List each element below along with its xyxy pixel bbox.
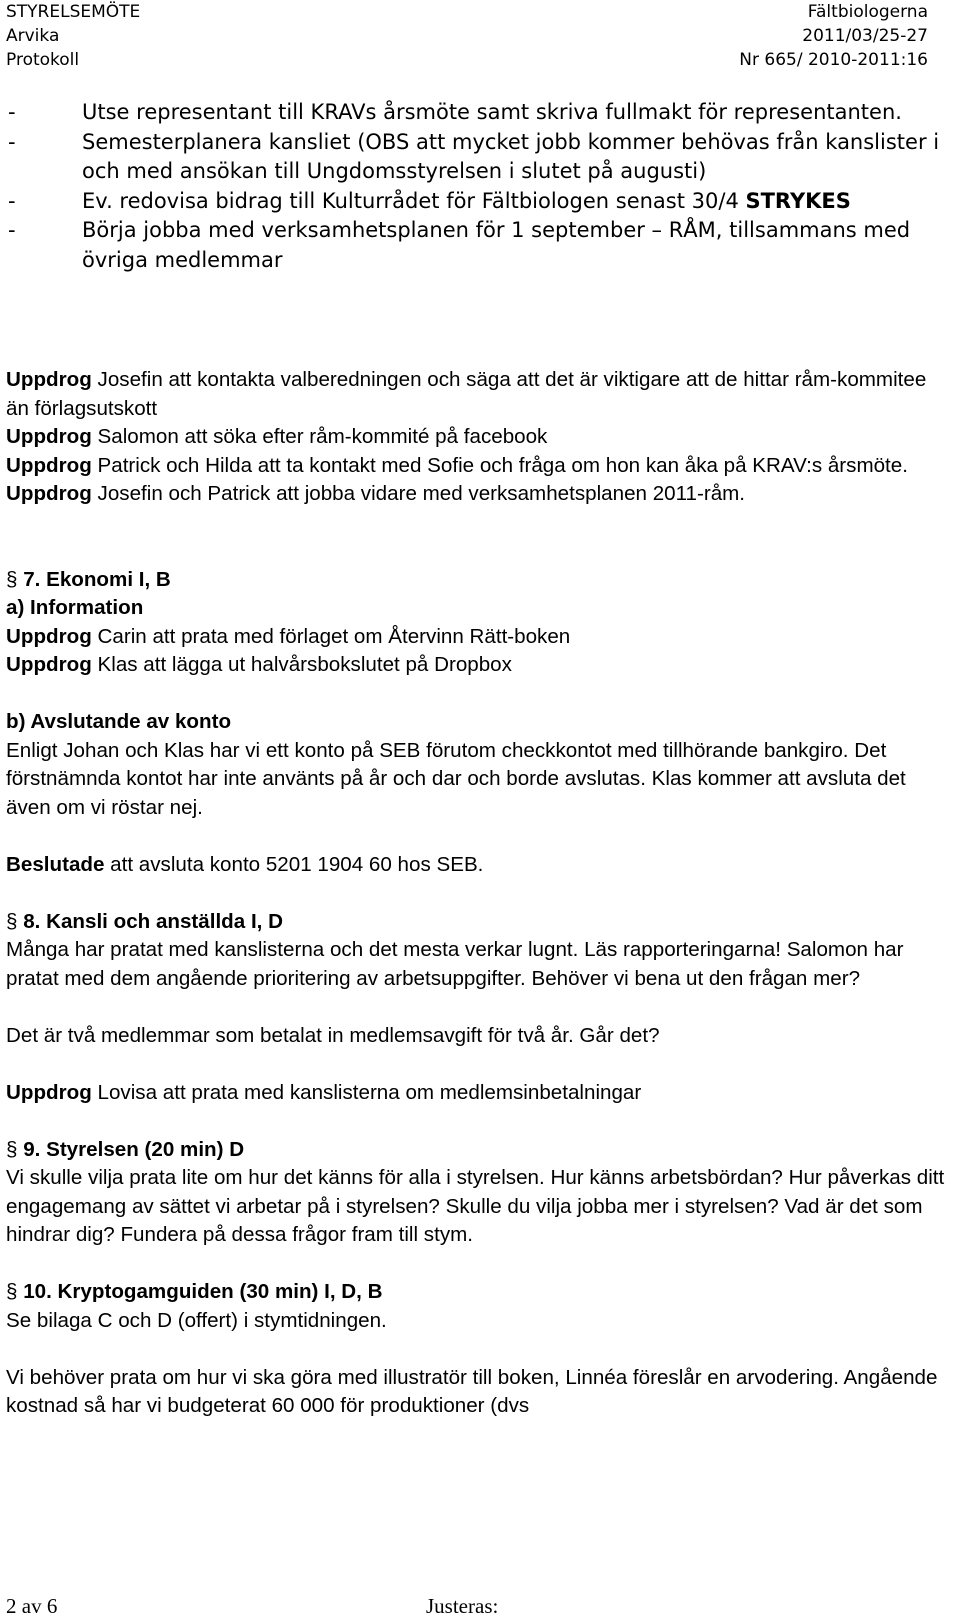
subsection-a-heading: a) Information <box>6 596 144 619</box>
header-doc-type: Protokoll <box>6 50 80 70</box>
header-doc-number: Nr 665/ 2010-2011:16 <box>739 50 928 70</box>
list-item-text: Utse representant till KRAVs årsmöte samt skriva fullmakt för representanten. <box>82 100 902 124</box>
list-item-text: Ev. redovisa bidrag till Kulturrådet för Fältbiologen senast 30/4 <box>82 188 746 213</box>
task-paragraph <box>6 423 952 452</box>
header-organization: Fältbiologerna <box>807 2 928 22</box>
list-item-text: Semesterplanera kansliet (OBS att mycket jobb kommer behövas från kanslister i och med ansökan till Ungdomsstyrelsen i slutet på augusti) <box>82 129 940 183</box>
task-text: Carin att prata med förlaget om Återvinn Rätt-boken <box>91 624 571 648</box>
list-item-strong: STRYKES <box>745 188 851 213</box>
section-symbol: § <box>6 1137 18 1161</box>
list-dash: - <box>8 129 16 154</box>
subsection-b-heading: b) Avslutande av konto <box>6 710 232 733</box>
list-item-text: Börja jobba med verksamhetsplanen för 1 september – RÅM, tillsammans med övriga medlemmar <box>82 218 911 272</box>
header-right <box>739 0 928 72</box>
section-title: 7. Ekonomi I, B <box>17 567 171 591</box>
body-paragraph: Enligt Johan och Klas har vi ett konto på SEB förutom checkkontot med tillhörande bankgiro. Det förstnämnda kontot har inte använts på år och dar och borde avslutas. Klas kommer att avsluta det även om vi röstar nej. <box>6 738 906 819</box>
task-label: Uppdrog <box>6 453 92 477</box>
header-location: Arvika <box>6 26 60 46</box>
task-list <box>8 98 948 275</box>
decision-paragraph <box>6 851 952 880</box>
task-text: Josefin att kontakta valberedningen och säga att det är viktigare att de hittar råm-kommitee än förlagsutskott <box>6 368 927 420</box>
list-dash: - <box>8 188 16 213</box>
task-paragraph <box>6 480 952 509</box>
section-title: 10. Kryptogamguiden (30 min) I, D, B <box>17 1280 383 1303</box>
header-left <box>6 0 140 72</box>
body-paragraph: Vi behöver prata om hur vi ska göra med illustratör till boken, Linnéa föreslår en arvodering. Angående kostnad så har vi budgeterat 60 000 för produktioner (dvs <box>6 1365 938 1417</box>
section-symbol: § <box>6 909 18 933</box>
task-label: Uppdrog <box>6 425 92 448</box>
task-paragraph <box>6 452 952 481</box>
list-dash: - <box>8 100 16 124</box>
decision-text: att avsluta konto 5201 1904 60 hos SEB. <box>104 852 484 876</box>
section-10-heading <box>6 1278 952 1307</box>
body-paragraph: Vi skulle vilja prata lite om hur det känns för alla i styrelsen. Hur känns arbetsbördan? Hur påverkas ditt engagemang av sättet vi arbetar på i styrelsen? Skulle du vilja jobba mer i styrelsen? Vad är det som hindrar dig? Fundera på dessa frågor fram till stym. <box>6 1166 945 1246</box>
section-title: 8. Kansli och anställda I, D <box>17 909 283 933</box>
body-paragraph: Många har pratat med kanslisterna och det mesta verkar lugnt. Läs rapporteringarna! Salomon har pratat med dem angående prioritering av arbetsuppgifter. Behöver vi bena ut den frågan mer? <box>6 938 904 990</box>
section-title: 9. Styrelsen (20 min) D <box>17 1137 245 1161</box>
task-label: Uppdrog <box>6 368 92 391</box>
section-8-heading <box>6 908 952 937</box>
task-label: Uppdrog <box>6 653 92 676</box>
task-paragraph <box>6 623 952 652</box>
list-item <box>8 216 948 275</box>
page-number: 2 av 6 <box>6 1594 58 1618</box>
task-text: Lovisa att prata med kanslisterna om medlemsinbetalningar <box>91 1080 642 1104</box>
list-item <box>8 128 948 187</box>
header-date: 2011/03/25-27 <box>802 26 928 46</box>
section-7-heading <box>6 566 952 595</box>
task-label: Uppdrog <box>6 1080 92 1104</box>
task-paragraph <box>6 366 952 423</box>
list-item <box>8 98 948 128</box>
task-text: Patrick och Hilda att ta kontakt med Sofie och fråga om hon kan åka på KRAV:s årsmöte. <box>91 453 908 477</box>
list-dash: - <box>8 218 16 242</box>
body-paragraph: Det är två medlemmar som betalat in medlemsavgift för två år. Går det? <box>6 1023 660 1047</box>
section-symbol: § <box>6 1280 18 1303</box>
decision-label: Beslutade <box>6 852 105 876</box>
document-body <box>6 366 952 1421</box>
task-paragraph <box>6 1079 952 1108</box>
task-text: Salomon att söka efter råm-kommité på facebook <box>91 425 548 448</box>
task-text: Klas att lägga ut halvårsbokslutet på Dropbox <box>91 653 512 676</box>
task-paragraph <box>6 651 952 680</box>
task-text: Josefin och Patrick att jobba vidare med verksamhetsplanen 2011-råm. <box>91 482 746 505</box>
list-item <box>8 187 948 217</box>
body-paragraph: Se bilaga C och D (offert) i stymtidningen. <box>6 1308 387 1332</box>
justeras-label: Justeras: <box>426 1594 499 1618</box>
header-board-meeting: STYRELSEMÖTE <box>6 2 141 22</box>
task-label: Uppdrog <box>6 624 92 648</box>
section-9-heading <box>6 1136 952 1165</box>
section-symbol: § <box>6 567 18 591</box>
task-label: Uppdrog <box>6 482 92 505</box>
